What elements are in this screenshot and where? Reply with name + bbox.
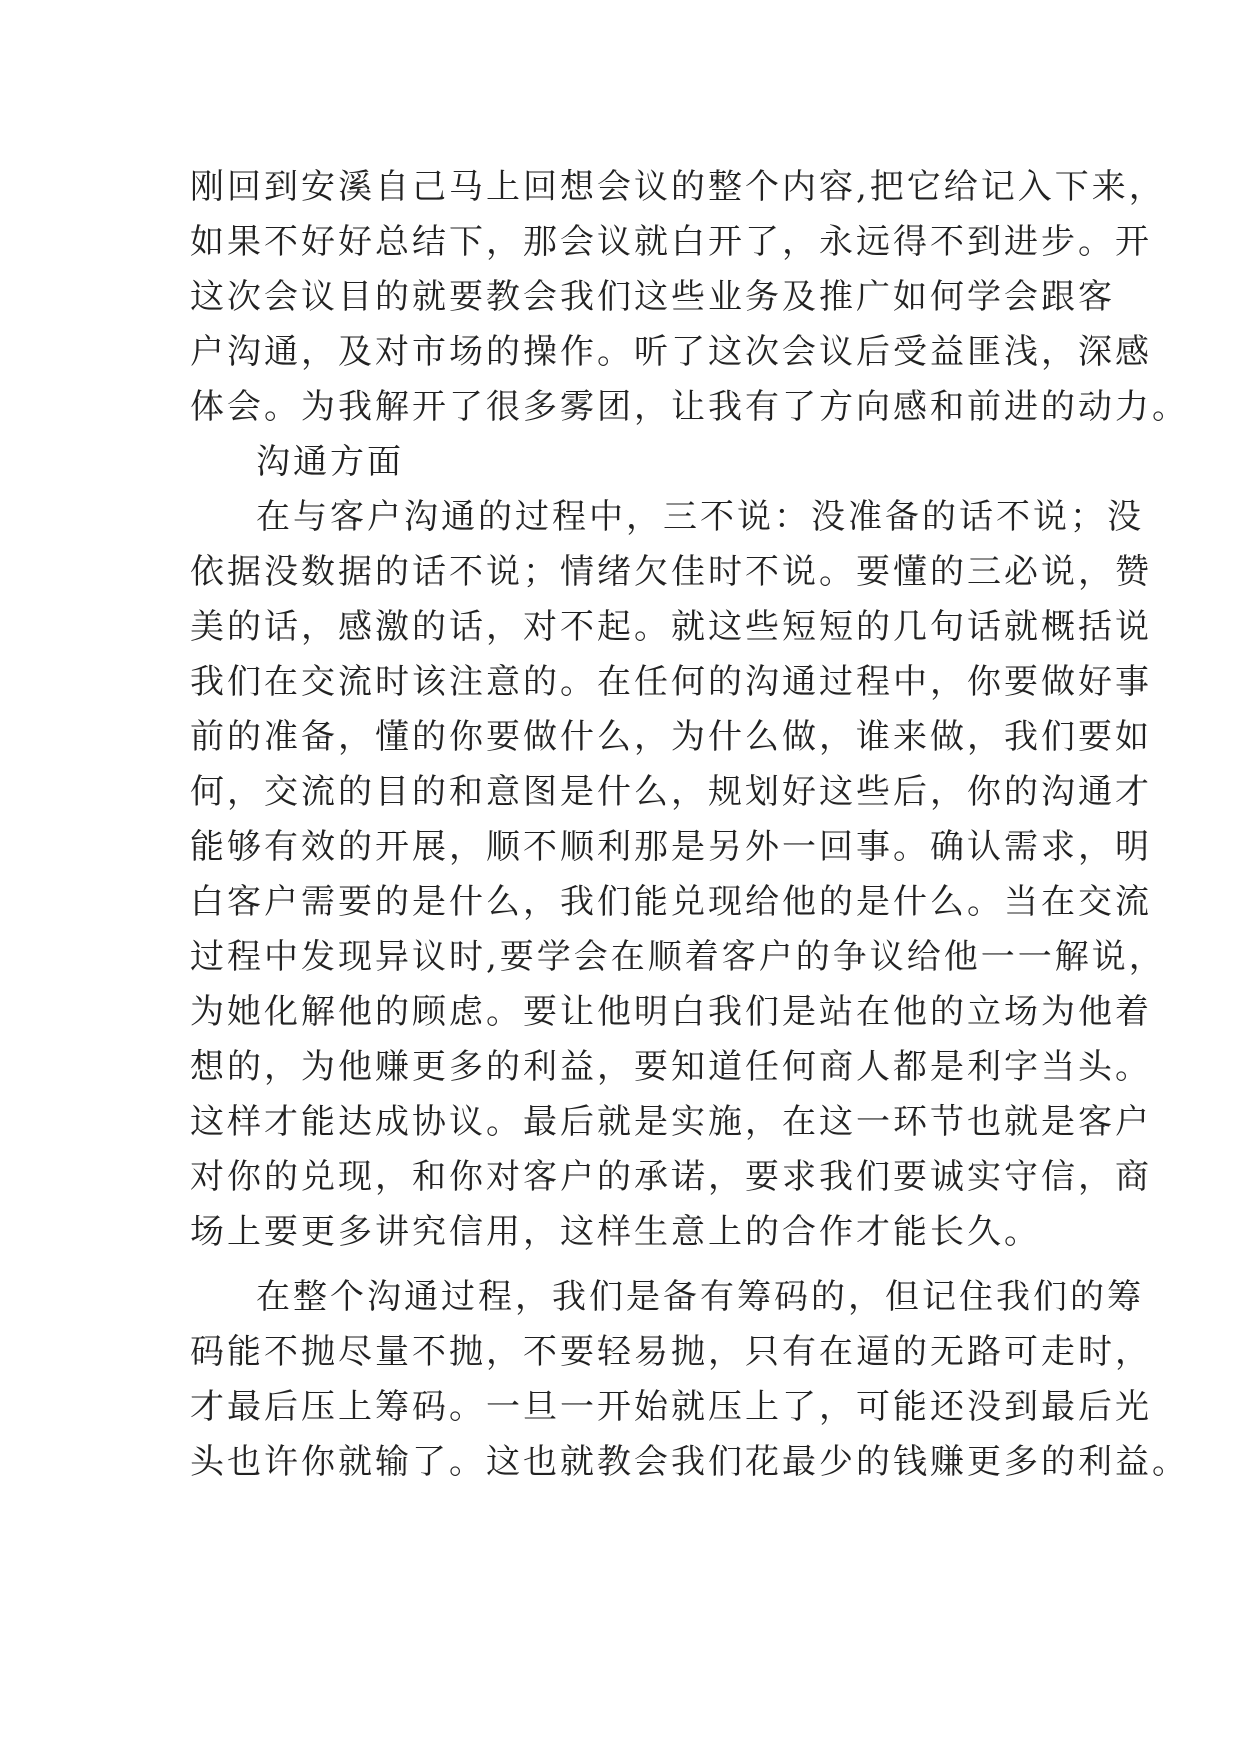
text-line: 对你的兑现，和你对客户的承诺，要求我们要诚实守信，商 [190,1157,1152,1197]
text-line: 刚回到安溪自己马上回想会议的整个内容,把它给记入下来， [190,167,1166,207]
text-line: 过程中发现异议时,要学会在顺着客户的争议给他一一解说， [190,937,1166,977]
text-line: 美的话，感激的话，对不起。就这些短短的几句话就概括说 [190,607,1152,647]
text-line: 我们在交流时该注意的。在任何的沟通过程中，你要做好事 [190,662,1152,702]
text-line: 前的准备，懂的你要做什么，为什么做，谁来做，我们要如 [190,717,1152,757]
text-line: 在与客户沟通的过程中，三不说：没准备的话不说；没 [256,497,1144,537]
text-line: 体会。为我解开了很多雾团，让我有了方向感和前进的动力。 [190,387,1189,427]
text-line: 头也许你就输了。这也就教会我们花最少的钱赚更多的利益。 [190,1442,1189,1482]
text-line: 想的，为他赚更多的利益，要知道任何商人都是利字当头。 [190,1047,1152,1087]
text-line: 户沟通，及对市场的操作。听了这次会议后受益匪浅，深感 [190,332,1152,372]
text-line: 何，交流的目的和意图是什么，规划好这些后，你的沟通才 [190,772,1152,812]
text-line: 如果不好好总结下，那会议就白开了，永远得不到进步。开 [190,222,1152,262]
text-line: 为她化解他的顾虑。要让他明白我们是站在他的立场为他着 [190,992,1152,1032]
text-line: 码能不抛尽量不抛，不要轻易抛，只有在逼的无路可走时， [190,1332,1152,1372]
text-line: 能够有效的开展，顺不顺利那是另外一回事。确认需求，明 [190,827,1152,867]
text-line: 场上要更多讲究信用，这样生意上的合作才能长久。 [190,1212,1041,1252]
text-line: 白客户需要的是什么，我们能兑现给他的是什么。当在交流 [190,882,1152,922]
body-text [190,160,1189,1490]
section-heading: 沟通方面 [256,442,404,482]
text-line: 这次会议目的就要教会我们这些业务及推广如何学会跟客 [190,277,1115,317]
text-line: 才最后压上筹码。一旦一开始就压上了，可能还没到最后光 [190,1387,1152,1427]
text-line: 在整个沟通过程，我们是备有筹码的，但记住我们的筹 [256,1277,1144,1317]
text-line: 这样才能达成协议。最后就是实施，在这一环节也就是客户 [190,1102,1152,1142]
text-line: 依据没数据的话不说；情绪欠佳时不说。要懂的三必说，赞 [190,552,1152,592]
